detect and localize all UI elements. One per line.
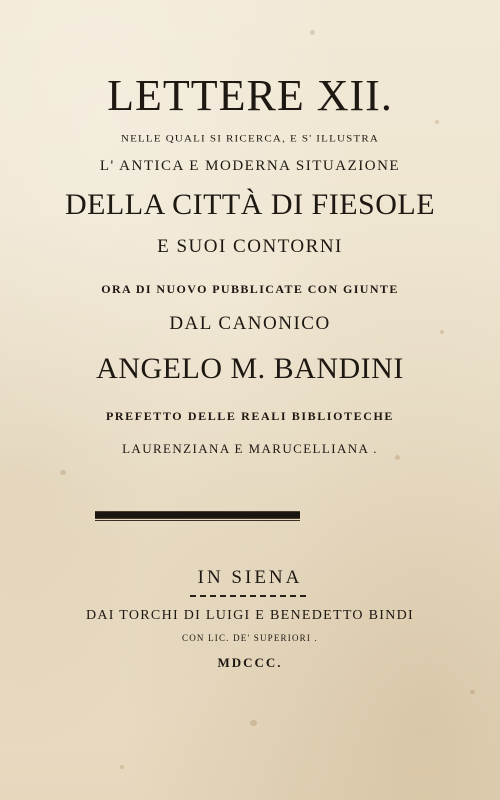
foxing-spot	[120, 765, 124, 769]
subtitle-line: NELLE QUALI SI RICERCA, E S' ILLUSTRA	[120, 133, 380, 145]
author-office: PREFETTO DELLE REALI BIBLIOTECHE	[105, 409, 395, 423]
dashed-divider	[190, 595, 310, 597]
decorative-rule	[95, 511, 300, 519]
foxing-spot	[250, 720, 257, 726]
book-title: LETTERE XII.	[107, 71, 393, 120]
imprint-place: IN SIENA	[197, 567, 303, 588]
author-libraries: LAURENZIANA E MARUCELLIANA .	[122, 441, 378, 456]
foxing-spot	[60, 470, 66, 475]
decorative-rule-thin	[95, 520, 300, 521]
foxing-spot	[310, 30, 315, 35]
imprint-licence: CON LIC. DE' SUPERIORI .	[182, 633, 318, 643]
subtitle-line: E SUOI CONTORNI	[157, 236, 343, 257]
imprint-year: MDCCC.	[217, 655, 283, 670]
subtitle-line: L' ANTICA E MODERNA SITUAZIONE	[99, 158, 401, 174]
imprint-printers: DAI TORCHI DI LUIGI E BENEDETTO BINDI	[85, 608, 415, 623]
city-heading: DELLA CITTÀ DI FIESOLE	[64, 188, 436, 221]
publication-note: ORA DI NUOVO PUBBLICATE CON GIUNTE	[101, 282, 399, 296]
foxing-spot	[470, 690, 475, 694]
author-name: ANGELO M. BANDINI	[96, 352, 404, 385]
author-prefix: DAL CANONICO	[169, 313, 331, 334]
